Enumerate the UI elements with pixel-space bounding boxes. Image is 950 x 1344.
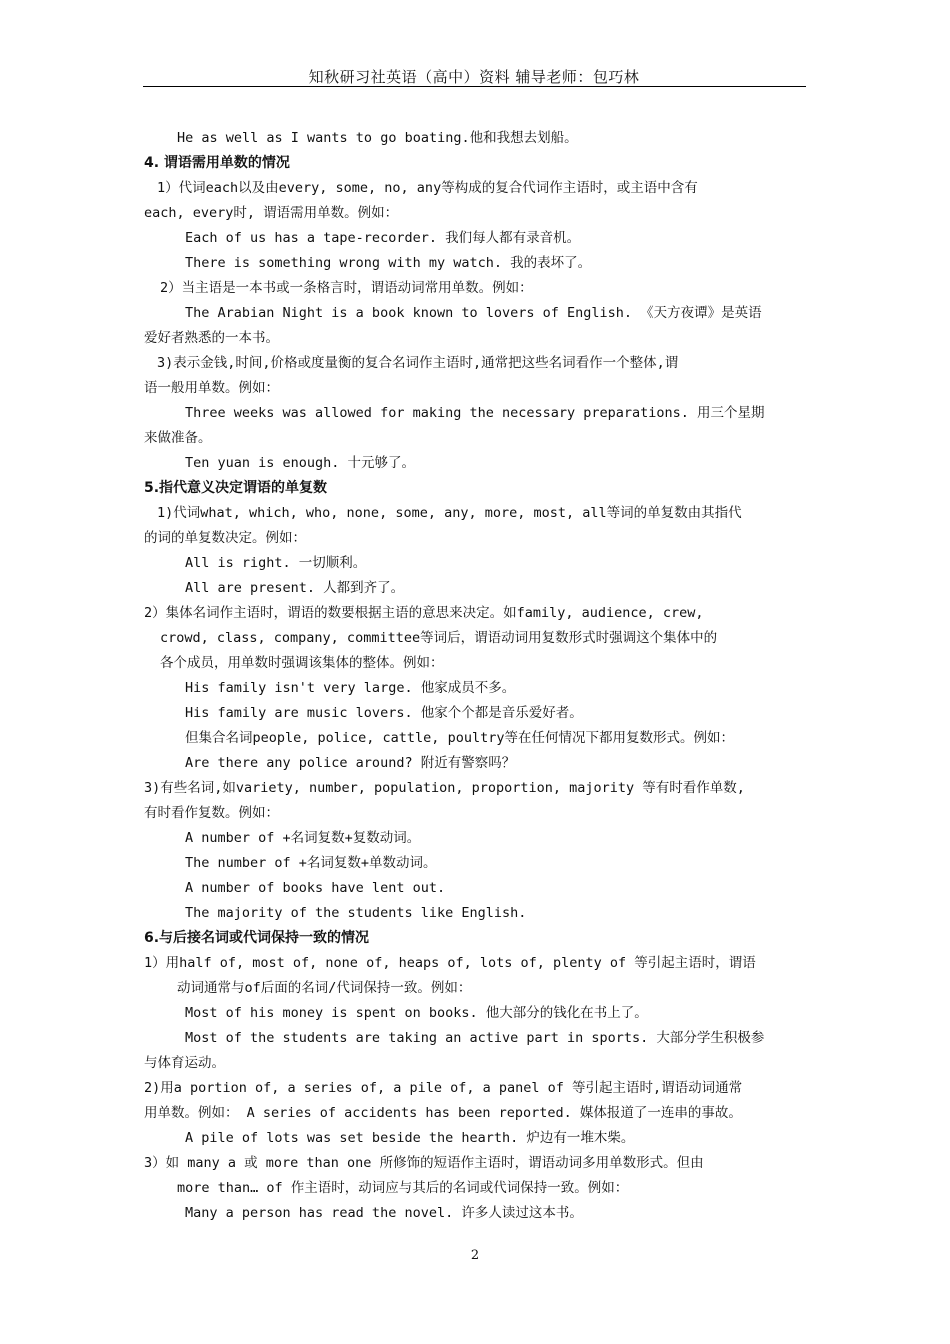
text-line: He as well as I wants to go boating.他和我想去划船。 [177,130,578,146]
text-line: 但集合名词people, police, cattle, poultry等在任何情况下都用复数形式。例如： [185,730,734,746]
text-line: Ten yuan is enough. 十元够了。 [185,455,416,471]
page-header: 知秋研习社英语（高中）资料 辅导老师：包巧林 [308,68,640,86]
text-line: 2)用a portion of, a series of, a pile of, a panel of 等引起主语时,谓语动词通常 [144,1080,743,1096]
page-number: 2 [470,1248,480,1263]
document-body [144,126,808,1226]
text-line: All is right. 一切顺利。 [185,555,367,571]
text-line: more than… of 作主语时，动词应与其后的名词或代词保持一致。例如： [177,1180,629,1196]
text-line: 3)表示金钱,时间,价格或度量衡的复合名词作主语时,通常把这些名词看作一个整体,谓 [157,355,679,371]
text-line: crowd, class, company, committee等词后，谓语动词用复数形式时强调这个集体中的 [160,630,718,646]
text-line: 语一般用单数。例如： [144,380,279,396]
section-heading: 6.与后接名词或代词保持一致的情况 [144,930,370,946]
text-line: each, every时, 谓语需用单数。例如： [144,205,399,221]
text-line: 有时看作复数。例如： [144,805,279,821]
text-line: The number of +名词复数+单数动词。 [185,855,437,871]
text-line: There is something wrong with my watch. 我的表坏了。 [185,255,592,271]
text-line: 1）用half of, most of, none of, heaps of, lots of, plenty of 等引起主语时，谓语 [144,955,756,971]
text-line: Most of his money is spent on books. 他大部分的钱化在书上了。 [185,1005,648,1021]
text-line: Many a person has read the novel. 许多人读过这本书。 [185,1205,583,1221]
text-line: 用单数。例如： A series of accidents has been reported. 媒体报道了一连串的事故。 [144,1105,742,1121]
text-line: 2）集体名词作主语时，谓语的数要根据主语的意思来决定。如family, audience, crew, [144,605,704,621]
text-line: Are there any police around? 附近有警察吗？ [185,755,516,771]
text-line: The majority of the students like English. [185,905,527,921]
text-line: The Arabian Night is a book known to lovers of English. 《天方夜谭》是英语 [185,305,762,321]
text-line: 动词通常与of后面的名词/代词保持一致。例如： [177,980,472,996]
text-line: 的词的单复数决定。例如： [144,530,306,546]
text-line: 1）代词each以及由every, some, no, any等构成的复合代词作主语时，或主语中含有 [157,180,698,196]
text-line: A number of books have lent out. [185,880,446,896]
text-line: 1)代词what, which, who, none, some, any, more, most, all等词的单复数由其指代 [157,505,742,521]
text-line: 3)有些名词,如variety, number, population, proportion, majority 等有时看作单数, [144,780,745,796]
text-line: 3）如 many a 或 more than one 所修饰的短语作主语时，谓语动词多用单数形式。但由 [144,1155,704,1171]
text-line: Most of the students are taking an active part in sports. 大部分学生积极参 [185,1030,765,1046]
text-line: His family isn't very large. 他家成员不多。 [185,680,516,696]
text-line: 与体育运动。 [144,1055,225,1071]
text-line: His family are music lovers. 他家个个都是音乐爱好者。 [185,705,583,721]
section-heading: 4. 谓语需用单数的情况 [144,155,290,171]
text-line: A pile of lots was set beside the hearth. 炉边有一堆木柴。 [185,1130,635,1146]
text-line: 来做准备。 [144,430,212,446]
text-line: Three weeks was allowed for making the necessary preparations. 用三个星期 [185,405,765,421]
text-line: A number of +名词复数+复数动词。 [185,830,421,846]
header-divider [143,86,806,87]
text-line: 2）当主语是一本书或一条格言时，谓语动词常用单数。例如： [160,280,533,296]
section-heading: 5.指代意义决定谓语的单复数 [144,480,328,496]
text-line: Each of us has a tape-recorder. 我们每人都有录音机。 [185,230,581,246]
text-line: 各个成员，用单数时强调该集体的整体。例如： [160,655,444,671]
text-line: 爱好者熟悉的一本书。 [144,330,279,346]
text-line: All are present. 人都到齐了。 [185,580,405,596]
